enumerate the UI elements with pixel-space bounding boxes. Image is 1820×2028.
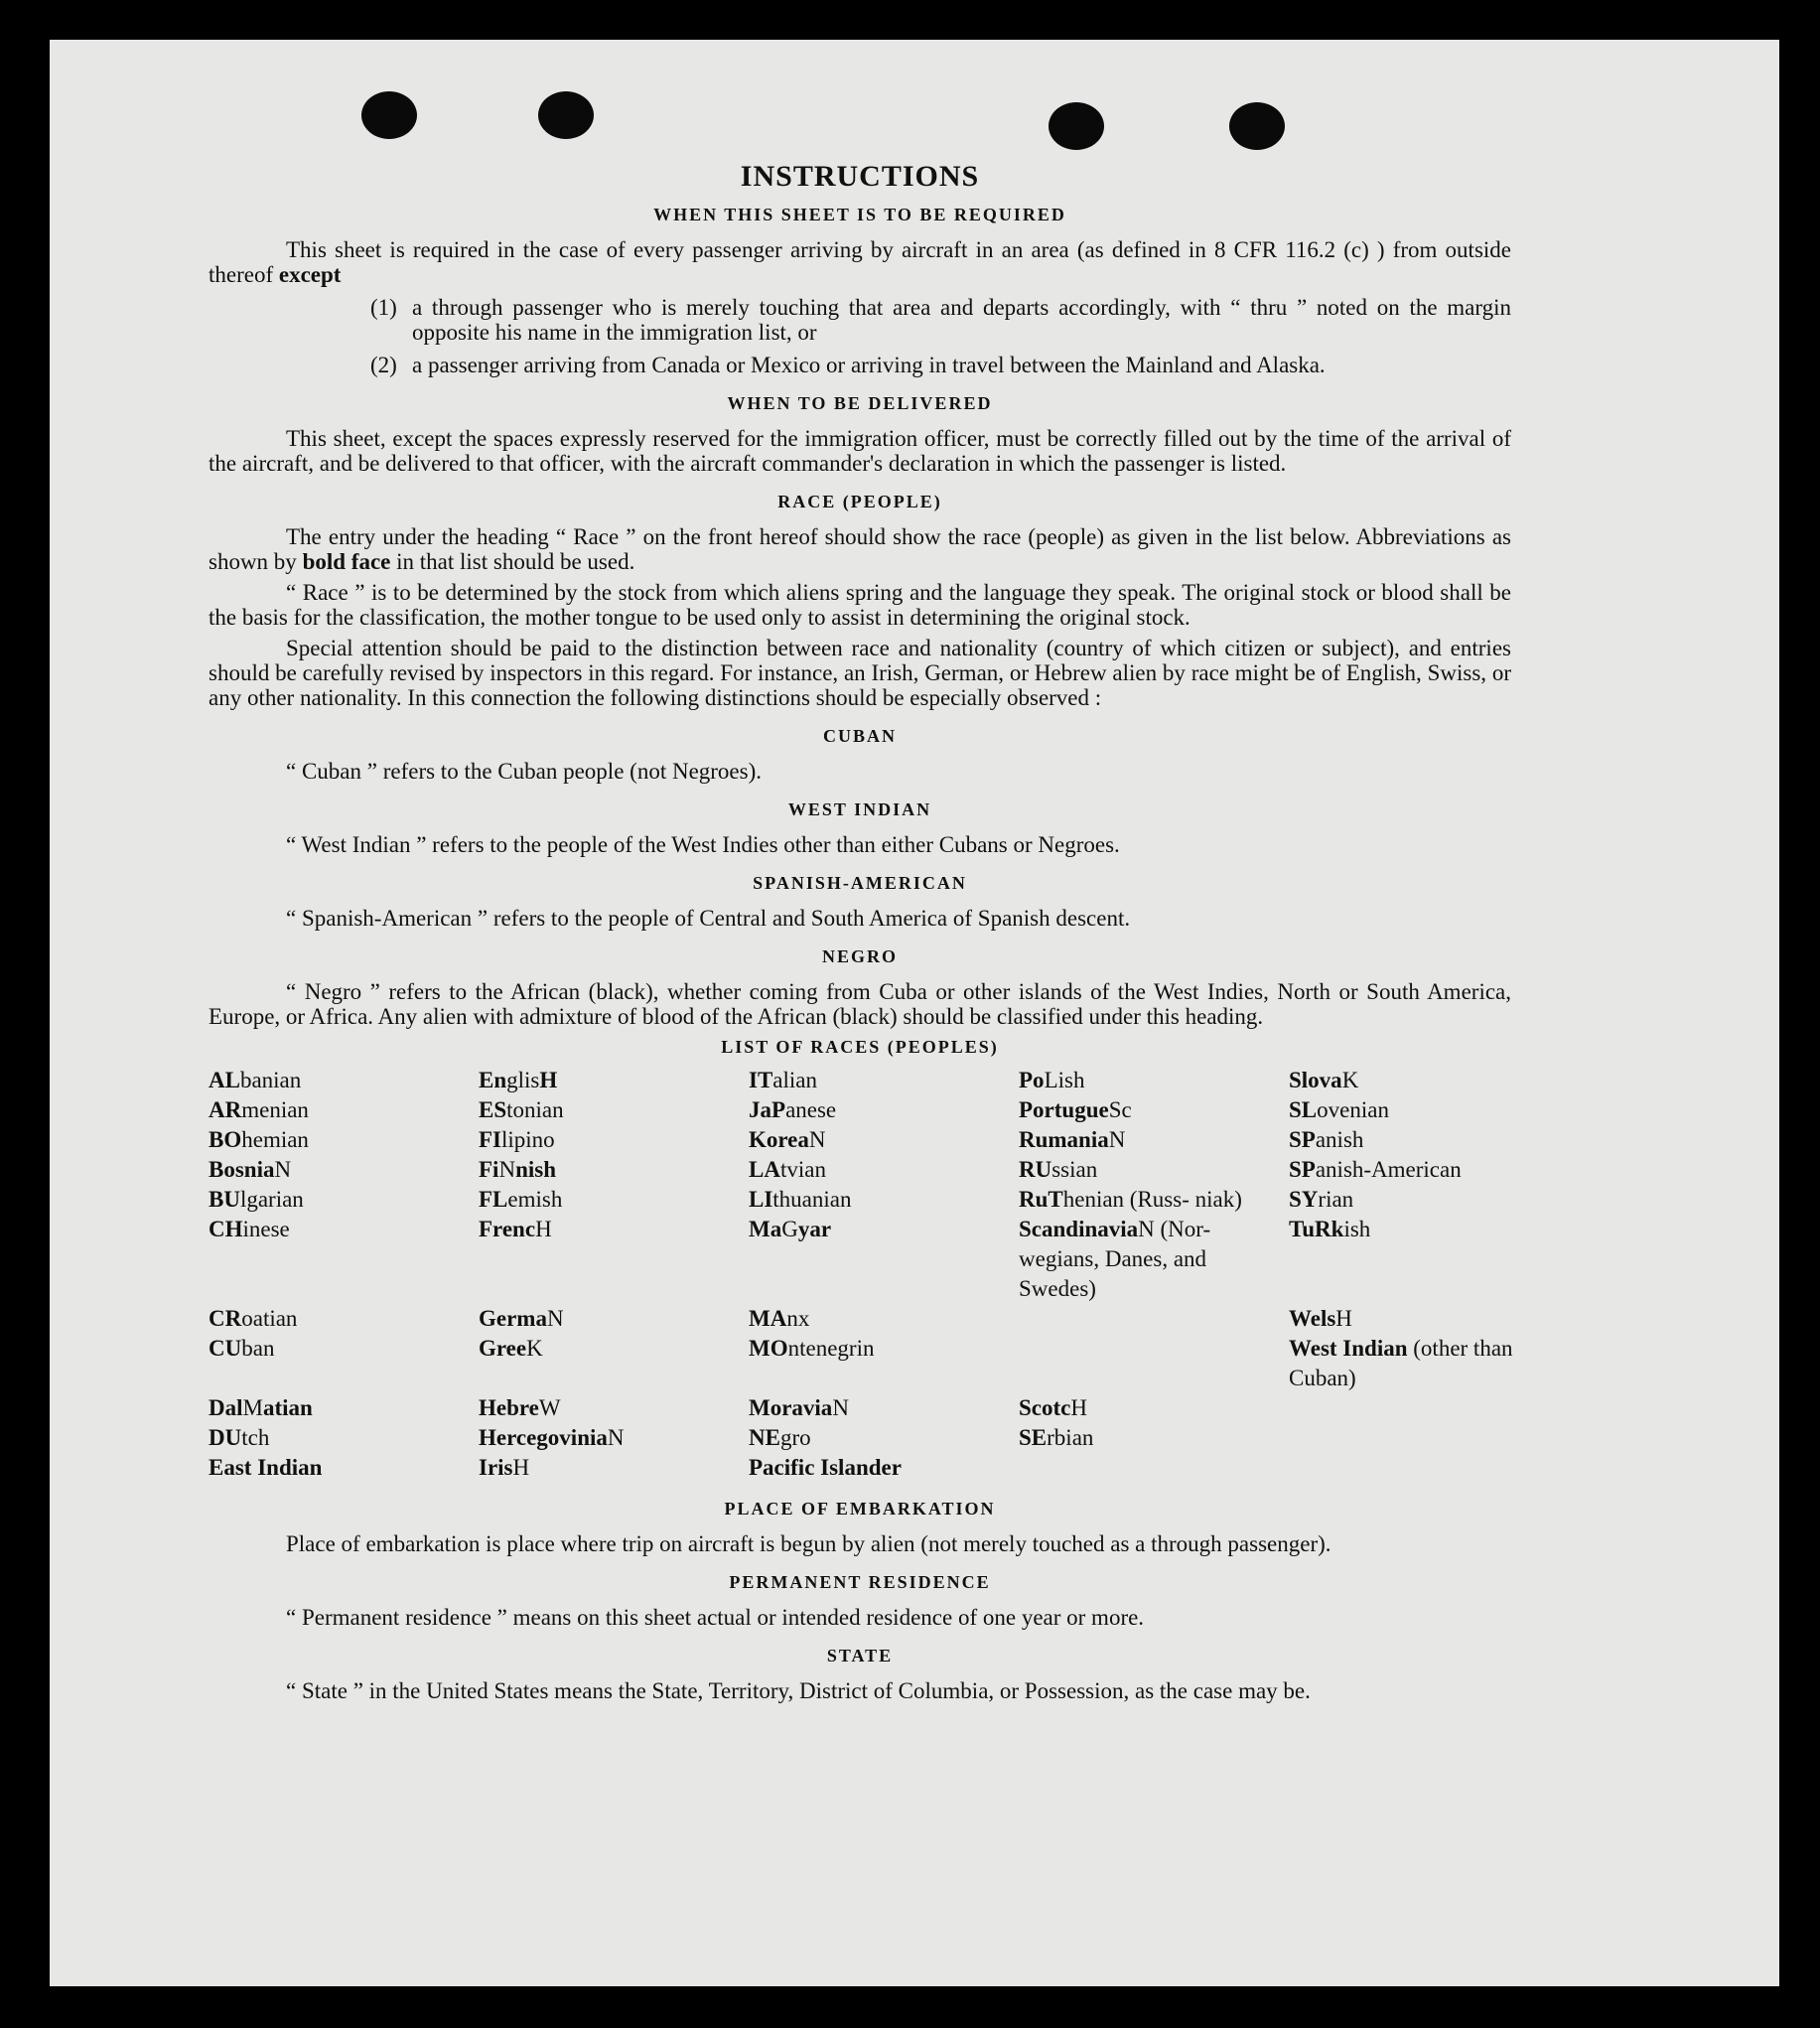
paragraph: Special attention should be paid to the distinction between race and nationality (country of which citizen or subject), and entries should be carefully revised by inspectors in this regard. For instance, an Irish, German, or Hebrew alien by race might be of English, Swiss, or any other nationality. In this connection the following distinctions should be especially observed : <box>209 636 1511 710</box>
race-entry: ARmenian <box>209 1097 309 1122</box>
race-entry: BosniaN <box>209 1157 292 1182</box>
race-entry: EStonian <box>479 1097 564 1122</box>
race-entry: SErbian <box>1019 1425 1094 1450</box>
section-heading: WEST INDIAN <box>787 799 932 819</box>
race-entry: RuThenian (Russ- niak) <box>1019 1187 1242 1212</box>
race-entry: DalMatian <box>209 1395 313 1420</box>
race-entry: HebreW <box>479 1395 561 1420</box>
race-entry <box>1019 1453 1289 1483</box>
race-entry: JaPanese <box>749 1097 837 1122</box>
race-entry <box>1019 1334 1289 1393</box>
section-heading: SPANISH-AMERICAN <box>753 873 967 893</box>
paragraph: This sheet is required in the case of every passenger arriving by aircraft in an area (as defined in 8 CFR 116.2 (c) ) from outside thereof except <box>209 237 1511 287</box>
section-heading: NEGRO <box>821 946 898 966</box>
section-heading: STATE <box>826 1646 894 1666</box>
race-entry: PortugueSc <box>1019 1097 1132 1122</box>
section-heading: PLACE OF EMBARKATION <box>724 1499 996 1519</box>
paragraph: The entry under the heading “ Race ” on the front hereof should show the race (people) as given in the list below. Abbreviations as shown by bold face in that list should be used. <box>209 524 1511 574</box>
paragraph: Place of embarkation is place where trip on aircraft is begun by alien (not merely touched as a through passenger). <box>286 1531 1331 1556</box>
race-entry: Pacific Islander <box>749 1455 902 1480</box>
section-heading: WHEN THIS SHEET IS TO BE REQUIRED <box>653 205 1066 224</box>
race-entry <box>1289 1453 1527 1483</box>
section-heading: PERMANENT RESIDENCE <box>729 1572 991 1592</box>
race-entry: FLemish <box>479 1187 563 1212</box>
race-entry: DUtch <box>209 1425 270 1450</box>
paragraph: “ State ” in the United States means the State, Territory, District of Columbia, or Possession, as the case may be. <box>286 1678 1311 1703</box>
paragraph: “ Spanish-American ” refers to the people of Central and South America of Spanish descent. <box>286 906 1131 931</box>
race-entry: SPanish <box>1289 1127 1364 1152</box>
race-entry: FIlipino <box>479 1127 555 1152</box>
instructions-content <box>209 160 1513 1709</box>
race-entry: EnglisH <box>479 1068 558 1092</box>
race-entry: BOhemian <box>209 1127 309 1152</box>
race-entry: NEgro <box>749 1425 811 1450</box>
paragraph: This sheet, except the spaces expressly reserved for the immigration officer, must be correctly filled out by the time of the arrival of the aircraft, and be delivered to that officer, with the aircraft commander's declaration in which the passenger is listed. <box>209 426 1511 476</box>
race-entry: MaGyar <box>749 1217 832 1241</box>
race-entry: BUlgarian <box>209 1187 304 1212</box>
races-list <box>209 1066 1511 1483</box>
section-heading: WHEN TO BE DELIVERED <box>727 393 993 413</box>
punch-hole <box>1229 102 1285 150</box>
race-entry: WelsH <box>1289 1306 1352 1331</box>
punch-hole <box>538 91 594 139</box>
race-entry: HercegoviniaN <box>479 1425 625 1450</box>
race-entry: RUssian <box>1019 1157 1098 1182</box>
race-entry: SLovenian <box>1289 1097 1389 1122</box>
race-entry: GermaN <box>479 1306 564 1331</box>
race-entry: CUban <box>209 1336 275 1361</box>
paragraph: “ West Indian ” refers to the people of the West Indies other than either Cubans or Negroes. <box>286 832 1120 857</box>
race-entry <box>1289 1423 1527 1453</box>
race-entry: IrisH <box>479 1455 530 1480</box>
race-entry: CRoatian <box>209 1306 298 1331</box>
race-entry: MAnx <box>749 1306 810 1331</box>
race-entry: FiNnish <box>479 1157 557 1182</box>
paragraph: “ Cuban ” refers to the Cuban people (not Negroes). <box>286 759 763 784</box>
punch-hole <box>1049 102 1104 150</box>
punch-hole <box>361 91 417 139</box>
race-entry: West Indian (other than Cuban) <box>1289 1336 1513 1390</box>
paragraph: “ Negro ” refers to the African (black), whether coming from Cuba or other islands of the West Indies, North or South America, Europe, or Africa. Any alien with admixture of blood of the African (black) should be classified under this heading. <box>209 979 1511 1029</box>
race-entry: ScandinaviaN (Nor- wegians, Danes, and Swedes) <box>1019 1217 1211 1301</box>
list-item: (1) a through passenger who is merely touching that area and departs accordingly, with “ thru ” noted on the margin opposite his name in the immigration list, or <box>370 295 1511 345</box>
page-title: INSTRUCTIONS <box>740 160 980 193</box>
race-entry: SPanish-American <box>1289 1157 1462 1182</box>
race-entry: FrencH <box>479 1217 552 1241</box>
race-entry: RumaniaN <box>1019 1127 1126 1152</box>
section-heading: RACE (PEOPLE) <box>777 492 942 511</box>
section-heading: LIST OF RACES (PEOPLES) <box>721 1037 999 1057</box>
race-entry <box>1289 1393 1527 1423</box>
section-heading: CUBAN <box>822 726 897 746</box>
race-entry: GreeK <box>479 1336 543 1361</box>
race-entry: MoraviaN <box>749 1395 849 1420</box>
race-entry: ITalian <box>749 1068 817 1092</box>
race-entry: PoLish <box>1019 1068 1085 1092</box>
race-entry: MOntenegrin <box>749 1336 875 1361</box>
race-entry: CHinese <box>209 1217 290 1241</box>
race-entry: LAtvian <box>749 1157 826 1182</box>
paragraph: “ Race ” is to be determined by the stock from which aliens spring and the language they speak. The original stock or blood shall be the basis for the classification, the mother tongue to be used only to assist in determining the original stock. <box>209 580 1511 630</box>
race-entry: LIthuanian <box>749 1187 852 1212</box>
race-entry: SlovaK <box>1289 1068 1359 1092</box>
race-entry: ScotcH <box>1019 1395 1087 1420</box>
race-entry: TuRkish <box>1289 1217 1371 1241</box>
paragraph: “ Permanent residence ” means on this sheet actual or intended residence of one year or more. <box>286 1605 1145 1630</box>
list-item: (2) a passenger arriving from Canada or Mexico or arriving in travel between the Mainland and Alaska. <box>370 353 1326 377</box>
race-entry: SYrian <box>1289 1187 1354 1212</box>
race-entry <box>1019 1304 1289 1334</box>
race-entry: East Indian <box>209 1455 323 1480</box>
race-entry: KoreaN <box>749 1127 826 1152</box>
race-entry: ALbanian <box>209 1068 302 1092</box>
